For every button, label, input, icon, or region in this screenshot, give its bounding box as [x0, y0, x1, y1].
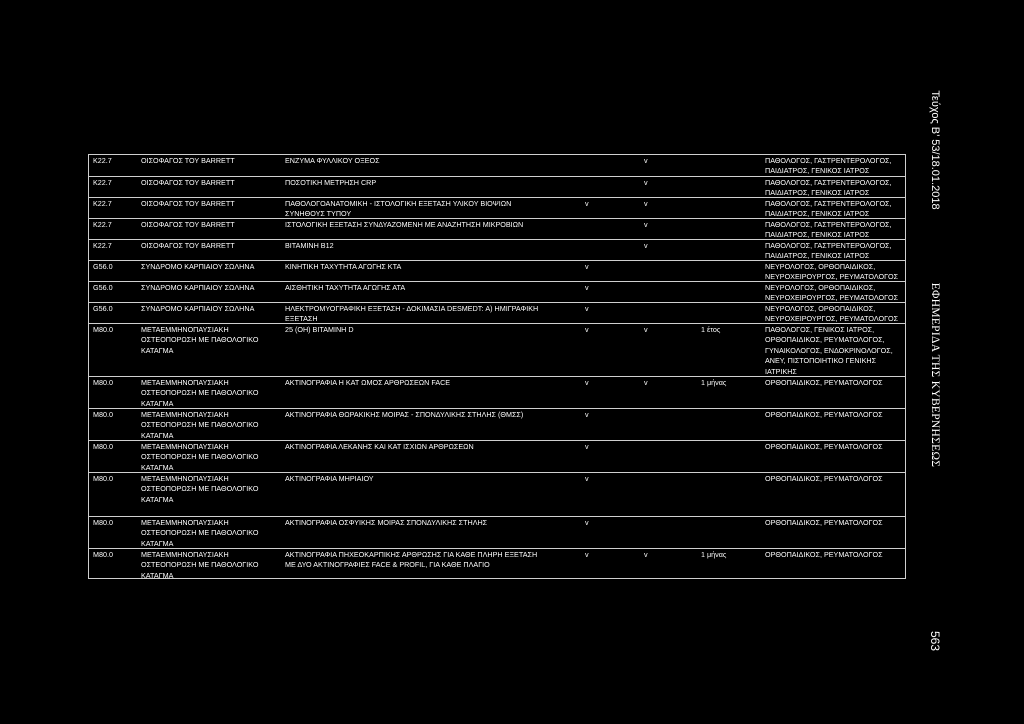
cell-specialty: ΠΑΘΟΛΟΓΟΣ, ΓΕΝΙΚΟΣ ΙΑΤΡΟΣ, ΟΡΘΟΠΑΙΔΙΚΟΣ, ΡΕΥΜΑΤΟΛΟΓΟΣ, ΓΥΝΑΙΚΟΛΟΓΟΣ, ΕΝΔΟΚΡΙΝΟΛΟΓΟΣ, ΑΝΕΥ, ΠΙΣΤΟΠΟΙΗΤΙΚΟ ΓΕΝΙΚΗΣ ΙΑΤΡΙΚΗΣ [765, 325, 893, 376]
cell-check-1: v [585, 325, 589, 334]
cell-check-1: v [585, 410, 589, 419]
cell-exam: ΠΑΘΟΛΟΓΟΑΝΑΤΟΜΙΚΗ - ΙΣΤΟΛΟΓΙΚΗ ΕΞΕΤΑΣΗ ΥΛΙΚΟΥ ΒΙΟΨΙΩΝ ΣΥΝΗΘΟΥΣ ΤΥΠΟΥ [285, 199, 512, 219]
cell-specialty: ΠΑΘΟΛΟΓΟΣ, ΓΑΣΤΡΕΝΤΕΡΟΛΟΓΟΣ, ΠΑΙΔΙΑΤΡΟΣ, ΓΕΝΙΚΟΣ ΙΑΤΡΟΣ [765, 199, 892, 219]
table-row [89, 376, 905, 408]
cell-diagnosis: ΜΕΤΑΕΜΜΗΝΟΠΑΥΣΙΑΚΗ ΟΣΤΕΟΠΟΡΩΣΗ ΜΕ ΠΑΘΟΛΟΓΙΚΟ ΚΑΤΑΓΜΑ [141, 378, 259, 408]
cell-specialty: ΟΡΘΟΠΑΙΔΙΚΟΣ, ΡΕΥΜΑΤΟΛΟΓΟΣ [765, 550, 883, 559]
cell-code: M80.0 [93, 442, 113, 451]
cell-diagnosis: ΣΥΝΔΡΟΜΟ ΚΑΡΠΙΑΙΟΥ ΣΩΛΗΝΑ [141, 304, 255, 313]
cell-check-2: v [644, 156, 648, 165]
cell-specialty: ΟΡΘΟΠΑΙΔΙΚΟΣ, ΡΕΥΜΑΤΟΛΟΓΟΣ [765, 474, 883, 483]
cell-code: M80.0 [93, 518, 113, 527]
cell-check-2: v [644, 325, 648, 334]
cell-code: M80.0 [93, 325, 113, 334]
cell-check-2: v [644, 550, 648, 559]
cell-diagnosis: ΣΥΝΔΡΟΜΟ ΚΑΡΠΙΑΙΟΥ ΣΩΛΗΝΑ [141, 262, 255, 271]
table-row [89, 176, 905, 197]
cell-exam: ΒΙΤΑΜΙΝΗ Β12 [285, 241, 334, 250]
cell-check-1: v [585, 474, 589, 483]
cell-diagnosis: ΟΙΣΟΦΑΓΟΣ ΤΟΥ BARRETT [141, 220, 235, 229]
cell-code: K22.7 [93, 241, 112, 250]
cell-diagnosis: ΟΙΣΟΦΑΓΟΣ ΤΟΥ BARRETT [141, 241, 235, 250]
cell-specialty: ΝΕΥΡΟΛΟΓΟΣ, ΟΡΘΟΠΑΙΔΙΚΟΣ, ΝΕΥΡΟΧΕΙΡΟΥΡΓΟΣ, ΡΕΥΜΑΤΟΛΟΓΟΣ [765, 283, 899, 303]
cell-diagnosis: ΜΕΤΑΕΜΜΗΝΟΠΑΥΣΙΑΚΗ ΟΣΤΕΟΠΟΡΩΣΗ ΜΕ ΠΑΘΟΛΟΓΙΚΟ ΚΑΤΑΓΜΑ [141, 550, 259, 580]
issue-label [928, 80, 942, 220]
cell-exam: ΑΚΤΙΝΟΓΡΑΦΙΑ ΘΩΡΑΚΙΚΗΣ ΜΟΙΡΑΣ - ΣΠΟΝΔΥΛΙΚΗΣ ΣΤΗΛΗΣ (ΘΜΣΣ) [285, 410, 524, 419]
cell-specialty: ΟΡΘΟΠΑΙΔΙΚΟΣ, ΡΕΥΜΑΤΟΛΟΓΟΣ [765, 410, 883, 419]
cell-exam: ΑΚΤΙΝΟΓΡΑΦΙΑ ΛΕΚΑΝΗΣ ΚΑΙ ΚΑΤ ΙΣΧΙΩΝ ΑΡΘΡΩΣΕΩΝ [285, 442, 474, 451]
cell-code: G56.0 [93, 283, 113, 292]
table-row [89, 516, 905, 548]
table-row [89, 239, 905, 260]
cell-diagnosis: ΜΕΤΑΕΜΜΗΝΟΠΑΥΣΙΑΚΗ ΟΣΤΕΟΠΟΡΩΣΗ ΜΕ ΠΑΘΟΛΟΓΙΚΟ ΚΑΤΑΓΜΑ [141, 474, 259, 504]
cell-code: K22.7 [93, 156, 112, 165]
table-row [89, 281, 905, 302]
cell-exam: ΗΛΕΚΤΡΟΜΥΟΓΡΑΦΙΚΗ ΕΞΕΤΑΣΗ - ΔΟΚΙΜΑΣΙΑ DESMEDT: Α) ΗΜΙΓΡΑΦΙΚΗ ΕΞΕΤΑΣΗ [285, 304, 539, 324]
cell-code: M80.0 [93, 378, 113, 387]
cell-specialty: ΠΑΘΟΛΟΓΟΣ, ΓΑΣΤΡΕΝΤΕΡΟΛΟΓΟΣ, ΠΑΙΔΙΑΤΡΟΣ, ΓΕΝΙΚΟΣ ΙΑΤΡΟΣ [765, 241, 892, 261]
cell-diagnosis: ΜΕΤΑΕΜΜΗΝΟΠΑΥΣΙΑΚΗ ΟΣΤΕΟΠΟΡΩΣΗ ΜΕ ΠΑΘΟΛΟΓΙΚΟ ΚΑΤΑΓΜΑ [141, 518, 259, 548]
exam-table [88, 154, 906, 579]
cell-exam: ΑΚΤΙΝΟΓΡΑΦΙΑ ΠΗΧΕΟΚΑΡΠΙΚΗΣ ΑΡΘΡΩΣΗΣ ΓΙΑ ΚΑΘΕ ΠΛΗΡΗ ΕΞΕΤΑΣΗ ΜΕ ΔΥΟ ΑΚΤΙΝΟΓΡΑΦΙΕΣ FACE & PROFIL, ΓΙΑ ΚΑΘΕ ΠΛΑΓΙΟ [285, 550, 538, 570]
cell-code: K22.7 [93, 199, 112, 208]
cell-code: M80.0 [93, 410, 113, 419]
cell-check-1: v [585, 378, 589, 387]
cell-check-2: v [644, 178, 648, 187]
cell-frequency: 1 μήνας [701, 378, 727, 387]
gazette-text: ΕΦΗΜΕΡΙΔΑ ΤΗΣ ΚΥΒΕΡΝΗΣΕΩΣ [929, 282, 941, 468]
cell-code: G56.0 [93, 262, 113, 271]
cell-specialty: ΟΡΘΟΠΑΙΔΙΚΟΣ, ΡΕΥΜΑΤΟΛΟΓΟΣ [765, 518, 883, 527]
cell-exam: ΙΣΤΟΛΟΓΙΚΗ ΕΞΕΤΑΣΗ ΣΥΝΔΥΑΖΟΜΕΝΗ ΜΕ ΑΝΑΖΗΤΗΣΗ ΜΙΚΡΟΒΙΩΝ [285, 220, 524, 229]
cell-check-1: v [585, 262, 589, 271]
cell-specialty: ΠΑΘΟΛΟΓΟΣ, ΓΑΣΤΡΕΝΤΕΡΟΛΟΓΟΣ, ΠΑΙΔΙΑΤΡΟΣ, ΓΕΝΙΚΟΣ ΙΑΤΡΟΣ [765, 156, 892, 176]
cell-exam: ΑΚΤΙΝΟΓΡΑΦΙΑ ΟΣΦΥΙΚΗΣ ΜΟΙΡΑΣ ΣΠΟΝΔΥΛΙΚΗΣ ΣΤΗΛΗΣ [285, 518, 488, 527]
cell-exam: ΑΚΤΙΝΟΓΡΑΦΙΑ Η ΚΑΤ ΩΜΟΣ ΑΡΘΡΩΣΕΩΝ FACE [285, 378, 451, 387]
page-number-text: 563 [928, 630, 942, 652]
cell-frequency: 1 μήνας [701, 550, 727, 559]
cell-diagnosis: ΜΕΤΑΕΜΜΗΝΟΠΑΥΣΙΑΚΗ ΟΣΤΕΟΠΟΡΩΣΗ ΜΕ ΠΑΘΟΛΟΓΙΚΟ ΚΑΤΑΓΜΑ [141, 325, 259, 355]
cell-check-2: v [644, 199, 648, 208]
cell-diagnosis: ΜΕΤΑΕΜΜΗΝΟΠΑΥΣΙΑΚΗ ΟΣΤΕΟΠΟΡΩΣΗ ΜΕ ΠΑΘΟΛΟΓΙΚΟ ΚΑΤΑΓΜΑ [141, 442, 259, 472]
table-row [89, 323, 905, 376]
cell-exam: ΕΝΖΥΜΑ ΦΥΛΛΙΚΟΥ ΟΞΕΟΣ [285, 156, 380, 165]
cell-specialty: ΝΕΥΡΟΛΟΓΟΣ, ΟΡΘΟΠΑΙΔΙΚΟΣ, ΝΕΥΡΟΧΕΙΡΟΥΡΓΟΣ, ΡΕΥΜΑΤΟΛΟΓΟΣ [765, 304, 899, 324]
cell-diagnosis: ΟΙΣΟΦΑΓΟΣ ΤΟΥ BARRETT [141, 178, 235, 187]
cell-check-2: v [644, 241, 648, 250]
cell-diagnosis: ΜΕΤΑΕΜΜΗΝΟΠΑΥΣΙΑΚΗ ΟΣΤΕΟΠΟΡΩΣΗ ΜΕ ΠΑΘΟΛΟΓΙΚΟ ΚΑΤΑΓΜΑ [141, 410, 259, 440]
cell-check-1: v [585, 518, 589, 527]
cell-exam: ΠΟΣΟΤΙΚΗ ΜΕΤΡΗΣΗ CRP [285, 178, 377, 187]
cell-exam: ΚΙΝΗΤΙΚΗ ΤΑΧΥΤΗΤΑ ΑΓΩΓΗΣ ΚΤΑ [285, 262, 402, 271]
table-row [89, 218, 905, 239]
table-row [89, 260, 905, 281]
cell-code: M80.0 [93, 474, 113, 483]
table-row [89, 472, 905, 516]
cell-diagnosis: ΟΙΣΟΦΑΓΟΣ ΤΟΥ BARRETT [141, 199, 235, 208]
table-row [89, 408, 905, 440]
cell-exam: 25 (OH) ΒΙΤΑΜΙΝΗ D [285, 325, 354, 334]
cell-check-2: v [644, 378, 648, 387]
cell-code: M80.0 [93, 550, 113, 559]
cell-specialty: ΟΡΘΟΠΑΙΔΙΚΟΣ, ΡΕΥΜΑΤΟΛΟΓΟΣ [765, 378, 883, 387]
cell-specialty: ΠΑΘΟΛΟΓΟΣ, ΓΑΣΤΡΕΝΤΕΡΟΛΟΓΟΣ, ΠΑΙΔΙΑΤΡΟΣ, ΓΕΝΙΚΟΣ ΙΑΤΡΟΣ [765, 220, 892, 240]
page-number [928, 626, 942, 656]
cell-specialty: ΟΡΘΟΠΑΙΔΙΚΟΣ, ΡΕΥΜΑΤΟΛΟΓΟΣ [765, 442, 883, 451]
cell-exam: ΑΚΤΙΝΟΓΡΑΦΙΑ ΜΗΡΙΑΙΟΥ [285, 474, 374, 483]
cell-diagnosis: ΣΥΝΔΡΟΜΟ ΚΑΡΠΙΑΙΟΥ ΣΩΛΗΝΑ [141, 283, 255, 292]
cell-check-1: v [585, 550, 589, 559]
cell-check-1: v [585, 283, 589, 292]
cell-code: K22.7 [93, 178, 112, 187]
cell-check-1: v [585, 304, 589, 313]
cell-check-2: v [644, 220, 648, 229]
cell-specialty: ΠΑΘΟΛΟΓΟΣ, ΓΑΣΤΡΕΝΤΕΡΟΛΟΓΟΣ, ΠΑΙΔΙΑΤΡΟΣ, ΓΕΝΙΚΟΣ ΙΑΤΡΟΣ [765, 178, 892, 198]
cell-check-1: v [585, 199, 589, 208]
cell-code: G56.0 [93, 304, 113, 313]
cell-code: K22.7 [93, 220, 112, 229]
table-row [89, 197, 905, 218]
cell-diagnosis: ΟΙΣΟΦΑΓΟΣ ΤΟΥ BARRETT [141, 156, 235, 165]
cell-check-1: v [585, 442, 589, 451]
table-row [89, 155, 905, 176]
table-row [89, 440, 905, 472]
table-row [89, 302, 905, 323]
gazette-title [928, 282, 942, 468]
cell-exam: ΑΙΣΘΗΤΙΚΗ ΤΑΧΥΤΗΤΑ ΑΓΩΓΗΣ ΑΤΑ [285, 283, 406, 292]
table-row [89, 548, 905, 579]
issue-text: Τεύχος Β’ 53/18.01.2018 [929, 90, 941, 210]
cell-specialty: ΝΕΥΡΟΛΟΓΟΣ, ΟΡΘΟΠΑΙΔΙΚΟΣ, ΝΕΥΡΟΧΕΙΡΟΥΡΓΟΣ, ΡΕΥΜΑΤΟΛΟΓΟΣ [765, 262, 899, 282]
cell-frequency: 1 έτος [701, 325, 721, 334]
